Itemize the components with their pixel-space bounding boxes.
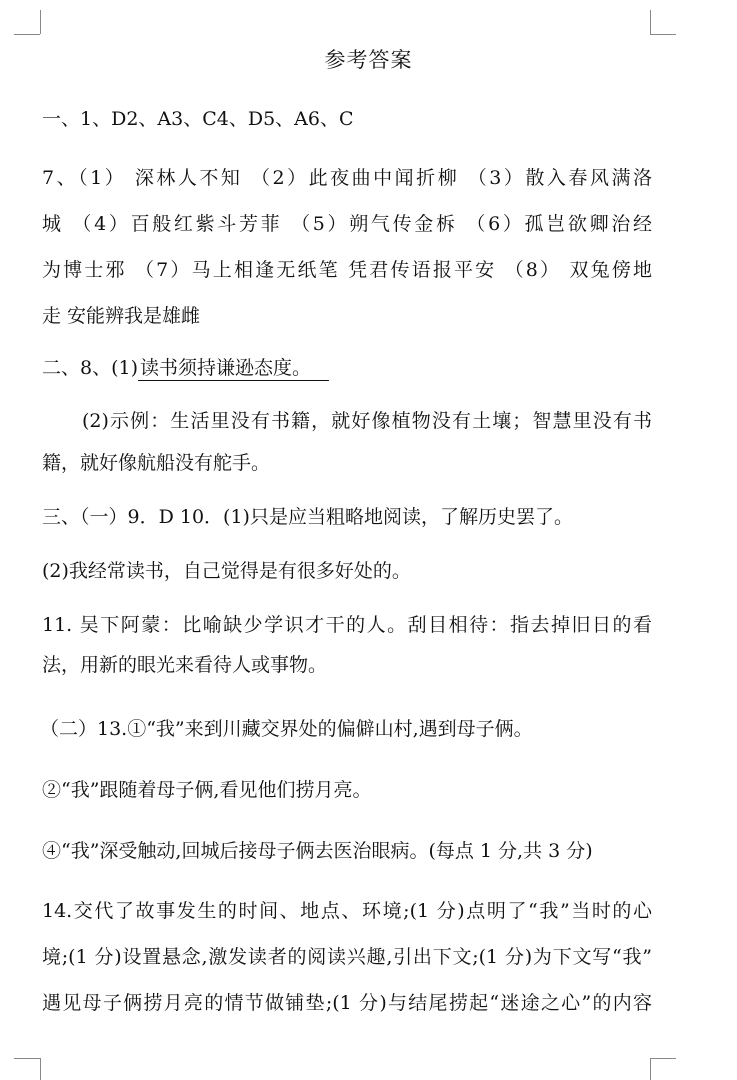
answer-line-8c: 籍，就好像航船没有舵手。: [42, 452, 271, 474]
answer-line-1: 一、1、D2、A3、C4、D5、A6、C: [42, 108, 354, 130]
crop-mark-tl-horizontal: [14, 34, 40, 35]
crop-mark-tr-horizontal: [650, 34, 676, 35]
answer-line-8b: (2)示例：生活里没有书籍，就好像植物没有土壤；智慧里没有书: [82, 410, 652, 432]
answer-line-8: [42, 355, 652, 381]
page-title: 参考答案: [324, 48, 413, 72]
answer-line-7c: 为博士邪 （7）马上相逢无纸笔 凭君传语报平安 （8） 双兔傍地: [42, 259, 652, 281]
answer-line-7a: 7、（1） 深林人不知 （2）此夜曲中闻折柳 （3）散入春风满洛: [42, 167, 652, 189]
answer-line-9-10: 三、（一）9．D 10．(1)只是应当粗略地阅读，了解历史罢了。: [42, 506, 573, 528]
answer-8-underlined: 读书须持谦逊态度。: [138, 357, 329, 381]
answer-line-7d: 走 安能辨我是雄雌: [42, 305, 201, 327]
answer-line-13c: ④“我”深受触动,回城后接母子俩去医治眼病。(每点 1 分,共 3 分): [42, 840, 593, 862]
crop-mark-br-horizontal: [650, 1058, 676, 1059]
crop-mark-br-vertical: [650, 1058, 651, 1080]
crop-mark-tl-vertical: [40, 10, 41, 34]
crop-mark-bl-vertical: [40, 1058, 41, 1080]
answer-line-13a: （二）13.①“我”来到川藏交界处的偏僻山村,遇到母子俩。: [40, 718, 533, 740]
crop-mark-bl-horizontal: [14, 1058, 40, 1059]
answer-line-14a: 14.交代了故事发生的时间、地点、环境;(1 分)点明了“我”当时的心: [42, 900, 652, 922]
answer-line-7b: 城 （4）百般红紫斗芳菲 （5）朔气传金柝 （6）孤岂欲卿治经: [42, 213, 652, 235]
answer-line-14c: 遇见母子俩捞月亮的情节做铺垫;(1 分)与结尾捞起“迷途之心”的内容: [42, 992, 652, 1014]
answer-line-13b: ②“我”跟随着母子俩,看见他们捞月亮。: [42, 779, 372, 801]
answer-line-14b: 境;(1 分)设置悬念,激发读者的阅读兴趣,引出下文;(1 分)为下文写“我”: [42, 946, 652, 968]
answer-line-11a: 11. 吴下阿蒙：比喻缺少学识才干的人。刮目相待：指去掉旧日的看: [42, 614, 652, 636]
crop-mark-tr-vertical: [650, 10, 651, 34]
answer-line-10b: (2)我经常读书，自己觉得是有很多好处的。: [42, 560, 411, 582]
answer-8-label: 二、8、(1): [42, 357, 139, 379]
answer-line-11b: 法，用新的眼光来看待人或事物。: [42, 654, 328, 676]
